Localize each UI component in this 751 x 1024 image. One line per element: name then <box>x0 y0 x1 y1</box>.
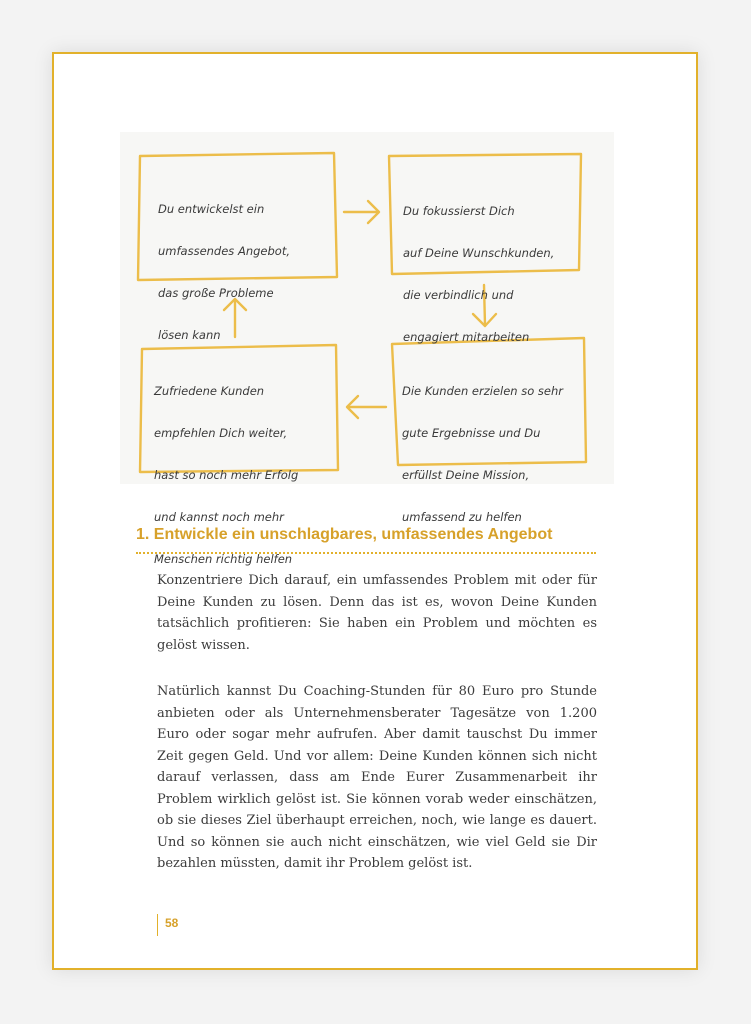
book-page <box>52 52 698 970</box>
diagram-box-1 <box>158 178 290 367</box>
heading-divider <box>136 552 596 554</box>
box-line: Die Kunden erzielen so sehr <box>402 384 563 398</box>
diagram-box-4 <box>154 360 298 591</box>
arrow-right-icon <box>344 201 379 223</box>
box-line: Zufriedene Kunden <box>154 384 265 398</box>
box-line: auf Deine Wunschkunden, <box>403 246 555 260</box>
page-number-divider <box>157 914 158 936</box>
box-line: umfassend zu helfen <box>402 510 522 524</box>
box-line: Du entwickelst ein <box>158 202 265 216</box>
arrow-left-icon <box>347 396 386 418</box>
box-line: umfassendes Angebot, <box>158 244 290 258</box>
body-paragraph-1: Konzentriere Dich darauf, ein umfassendes Problem mit oder für Deine Kunden zu lösen. Denn das ist es, wovon Deine Kunden tatsächlich profitieren: Sie haben ein Problem und möchten es gelöst wissen. <box>157 573 597 653</box>
box-line: Du fokussierst Dich <box>403 204 515 218</box>
box-line: die verbindlich und <box>403 288 514 302</box>
body-paragraph-2: Natürlich kannst Du Coaching-Stunden für 80 Euro pro Stunde anbieten oder als Unternehmensberater Tagesätze von 1.200 Euro oder sogar mehr aufrufen. Aber damit tauschst Du immer Zeit gegen Geld. Und vor allem: Deine Kunden können sich nicht darauf verlassen, dass am Ende Eurer Zusammenarbeit ihr Problem wirklich gelöst ist. Sie können vorab weder einschätzen, ob sie dieses Ziel überhaupt erreichen, noch, wie lange es dauert. Und so können sie auch nicht einschätzen, wie viel Geld sie Dir bezahlen müssten, damit ihr Problem gelöst ist. <box>157 684 597 871</box>
box-line: gute Ergebnisse und Du <box>402 426 541 440</box>
box-line: Menschen richtig helfen <box>154 552 293 566</box>
section-heading: 1. Entwickle ein unschlagbares, umfassendes Angebot <box>136 526 553 543</box>
box-line: und kannst noch mehr <box>154 510 284 524</box>
box-line: hast so noch mehr Erfolg <box>154 468 299 482</box>
diagram-box-3 <box>402 360 563 549</box>
box-line: lösen kann <box>158 328 221 342</box>
diagram-box-2 <box>403 180 554 369</box>
box-line: das große Probleme <box>158 286 274 300</box>
page-number: 58 <box>165 916 179 930</box>
box-line: erfüllst Deine Mission, <box>402 468 530 482</box>
box-line: engagiert mitarbeiten <box>403 330 530 344</box>
box-line: empfehlen Dich weiter, <box>154 426 288 440</box>
